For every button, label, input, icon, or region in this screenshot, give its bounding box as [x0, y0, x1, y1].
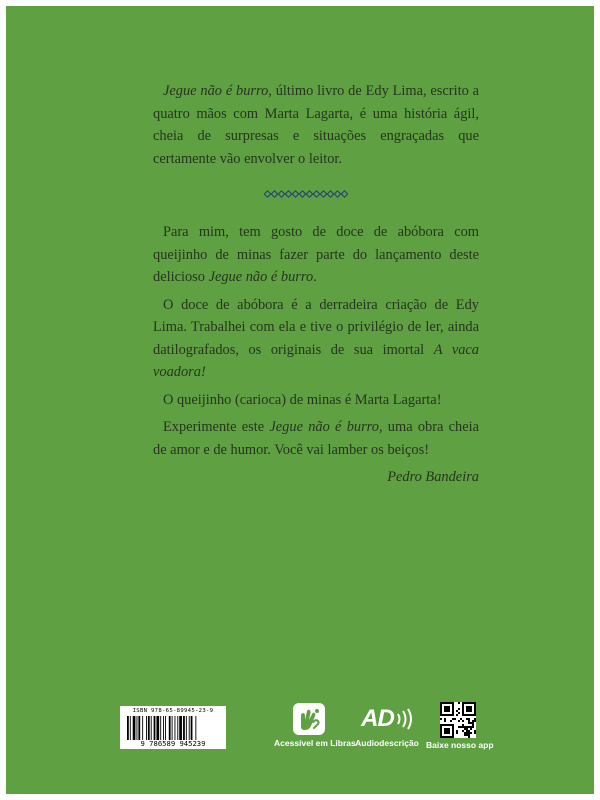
audiodescription-icon: AD	[361, 702, 413, 736]
endorsement-paragraph-4: Experimente este Jegue não é burro, uma obra cheia de amor e de humor. Você vai lamber os beiços!	[153, 419, 480, 458]
libras-badge	[274, 702, 356, 748]
back-cover	[6, 6, 594, 794]
endorsement-paragraph-2: O doce de abóbora é a derradeira criação de Edy Lima. Trabalhei com ela e tive o privilégio de ler, ainda datilografados, os originais de sua imortal A vaca voadora!	[153, 296, 479, 380]
audiodescription-badge	[351, 702, 423, 748]
barcode	[120, 706, 226, 749]
app-badge	[426, 702, 494, 750]
isbn-label: ISBN 978-65-89945-23-9	[132, 708, 214, 714]
book-title: Jegue não é burro	[163, 83, 269, 99]
endorsement-paragraph-1: Para mim, tem gosto de doce de abóbora com queijinho de minas fazer parte do lançamento deste delicioso Jegue não é burro.	[153, 224, 479, 285]
blurb-paragraph	[153, 80, 479, 170]
barcode-number: 9 786589 945239	[140, 739, 206, 748]
libras-label: Acessível em Libras	[274, 738, 356, 748]
libras-hands-icon	[292, 702, 326, 736]
endorsement	[153, 221, 479, 494]
qr-code-icon	[440, 702, 476, 738]
signature: Pedro Bandeira	[387, 469, 479, 485]
blurb-text: , último livro de Edy Lima, escrito a quatro mãos com Marta Lagarta, é uma história ágil, cheia de surpresas e situações engraçadas que certamente vão envolver o leitor.	[153, 83, 479, 167]
ornament-divider-icon	[264, 189, 348, 199]
audiodescription-label: Audiodescrição	[355, 738, 419, 748]
app-label: Baixe nosso app	[426, 740, 494, 750]
sound-waves-icon	[395, 708, 413, 730]
barcode-bars-icon	[125, 716, 221, 740]
endorsement-paragraph-3: O queijinho (carioca) de minas é Marta Lagarta!	[163, 391, 442, 408]
